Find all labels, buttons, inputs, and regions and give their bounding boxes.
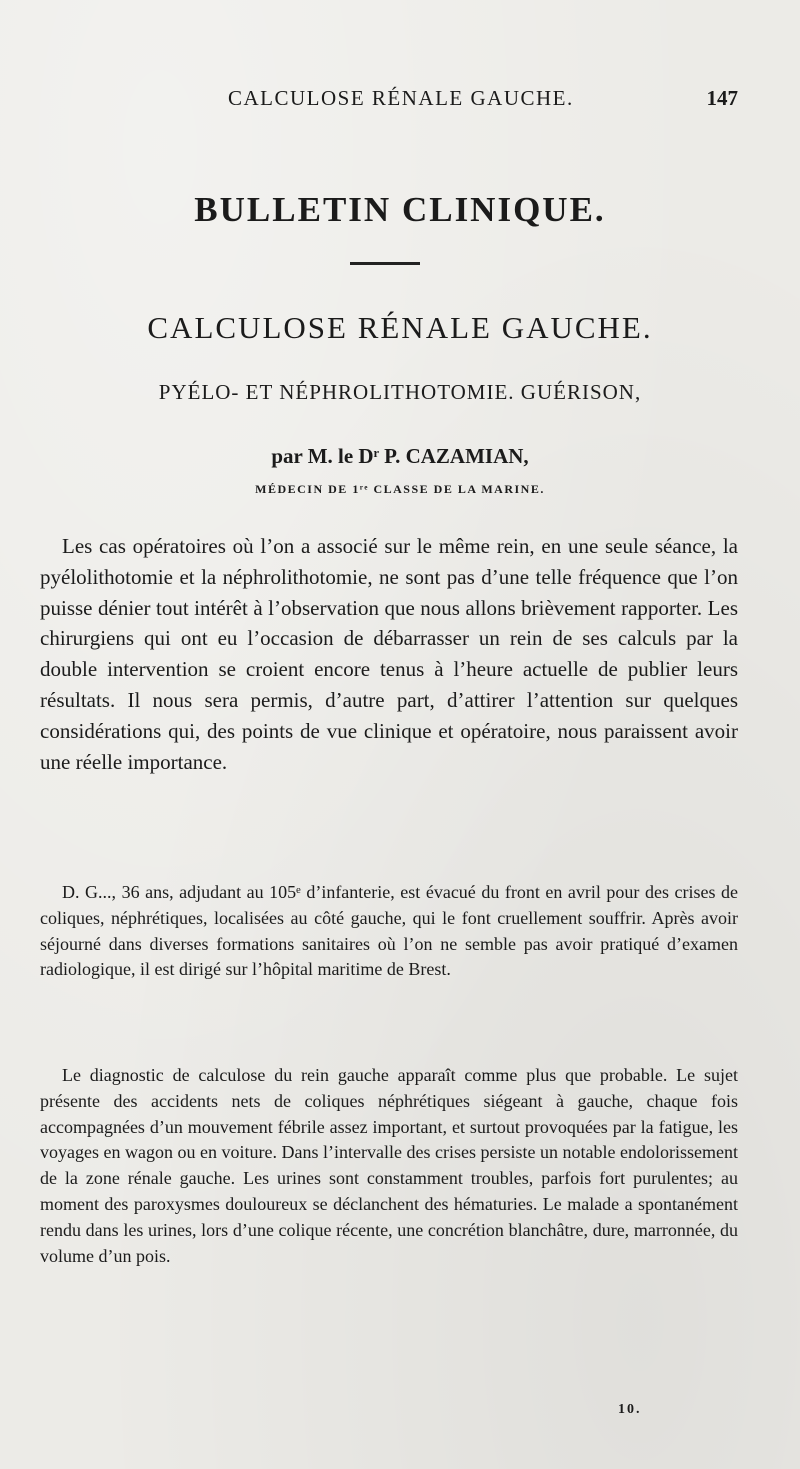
author-affiliation: MÉDECIN DE 1ʳᵉ CLASSE DE LA MARINE. [255,482,545,496]
signature-mark: 10. [618,1402,642,1417]
author-byline: par M. le Dʳ P. CAZAMIAN, [271,444,529,468]
page-number: 147 [706,86,738,110]
paragraph-case-history: D. G..., 36 ans, adjudant au 105ᵉ d’infanterie, est évacué du front en avril pour des crises de coliques, néphrétiques, localisées au côté gauche, qui le font cruellement souffrir. Après avoir séjourné dans diverses formations sanitaires où l’on ne semble pas avoir pratiqué d’examen radiologique, il est dirigé sur l’hôpital maritime de Brest. [40,882,738,980]
paragraph-intro: Les cas opératoires où l’on a associé sur le même rein, en une seule séance, la pyélolithotomie et la néphrolithotomie, ne sont pas d’une telle fréquence que l’on puisse dénier tout intérêt à l’observation que nous allons brièvement rapporter. Les chirurgiens qui ont eu l’occasion de débarrasser un rein de ses calculs par la double intervention se croient encore tenus à l’heure actuelle de publier leurs résultats. Il nous sera permis, d’autre part, d’attirer l’attention sur quelques considérations qui, des points de vue clinique et opératoire, nous paraissent avoir une réelle importance. [40,534,738,774]
running-title: CALCULOSE RÉNALE GAUCHE. [228,86,574,110]
article-subtitle: PYÉLO- ET NÉPHROLITHOTOMIE. GUÉRISON, [158,380,642,404]
title-rule [350,262,420,265]
running-header [0,86,800,116]
article-title: CALCULOSE RÉNALE GAUCHE. [147,310,653,345]
section-title: BULLETIN CLINIQUE. [194,190,606,229]
paragraph-diagnosis: Le diagnostic de calculose du rein gauche apparaît comme plus que probable. Le sujet présente des accidents nets de coliques néphrétiques siégeant à gauche, chaque fois accompagnées d’un mouvement fébrile assez important, et surtout provoquées par la fatigue, les voyages en wagon ou en voiture. Dans l’intervalle des crises persiste un notable endolorissement de la zone rénale gauche. Les urines sont constamment troubles, parfois fort purulentes; au moment des paroxysmes douloureux se déclanchent des hématuries. Le malade a spontanément rendu dans les urines, lors d’une colique récente, une concrétion blanchâtre, dure, marronnée, du volume d’un pois. [40,1065,738,1266]
